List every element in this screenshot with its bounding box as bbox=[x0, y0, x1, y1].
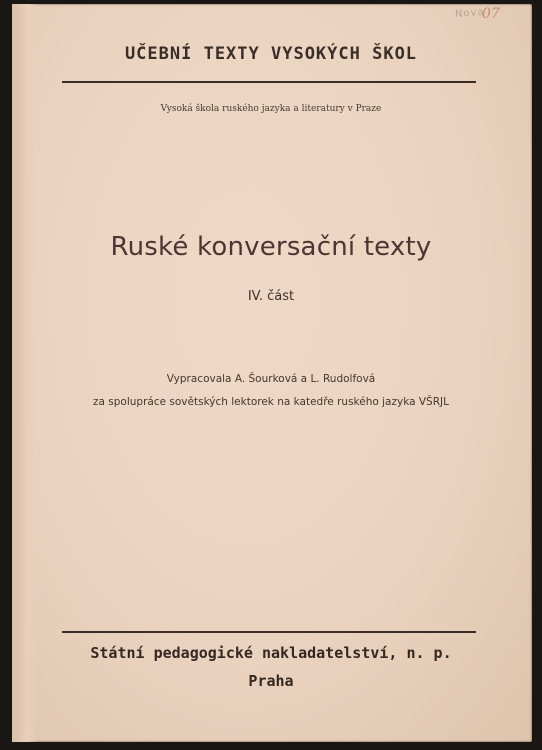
institution-name: Vysoká škola ruského jazyka a literatury v Praze bbox=[160, 104, 382, 114]
handwritten-mark: 07 bbox=[482, 6, 500, 22]
collaboration-line: za spolupráce sovětských lektorek na katedře ruského jazyka VŠRJL bbox=[93, 396, 449, 408]
authors-line: Vypracovala A. Šourková a L. Rudolfová bbox=[166, 373, 376, 385]
bottom-rule bbox=[62, 631, 476, 633]
part-label: IV. část bbox=[247, 289, 295, 304]
top-rule bbox=[62, 81, 476, 83]
publisher-name: Státní pedagogické nakladatelství, n. p. bbox=[90, 644, 452, 662]
pencil-note: Nova bbox=[454, 6, 486, 21]
book-title: Ruské konversační texty bbox=[110, 232, 432, 262]
publisher-city: Praha bbox=[248, 672, 294, 690]
series-title: UČEBNÍ TEXTY VYSOKÝCH ŠKOL bbox=[124, 44, 418, 64]
